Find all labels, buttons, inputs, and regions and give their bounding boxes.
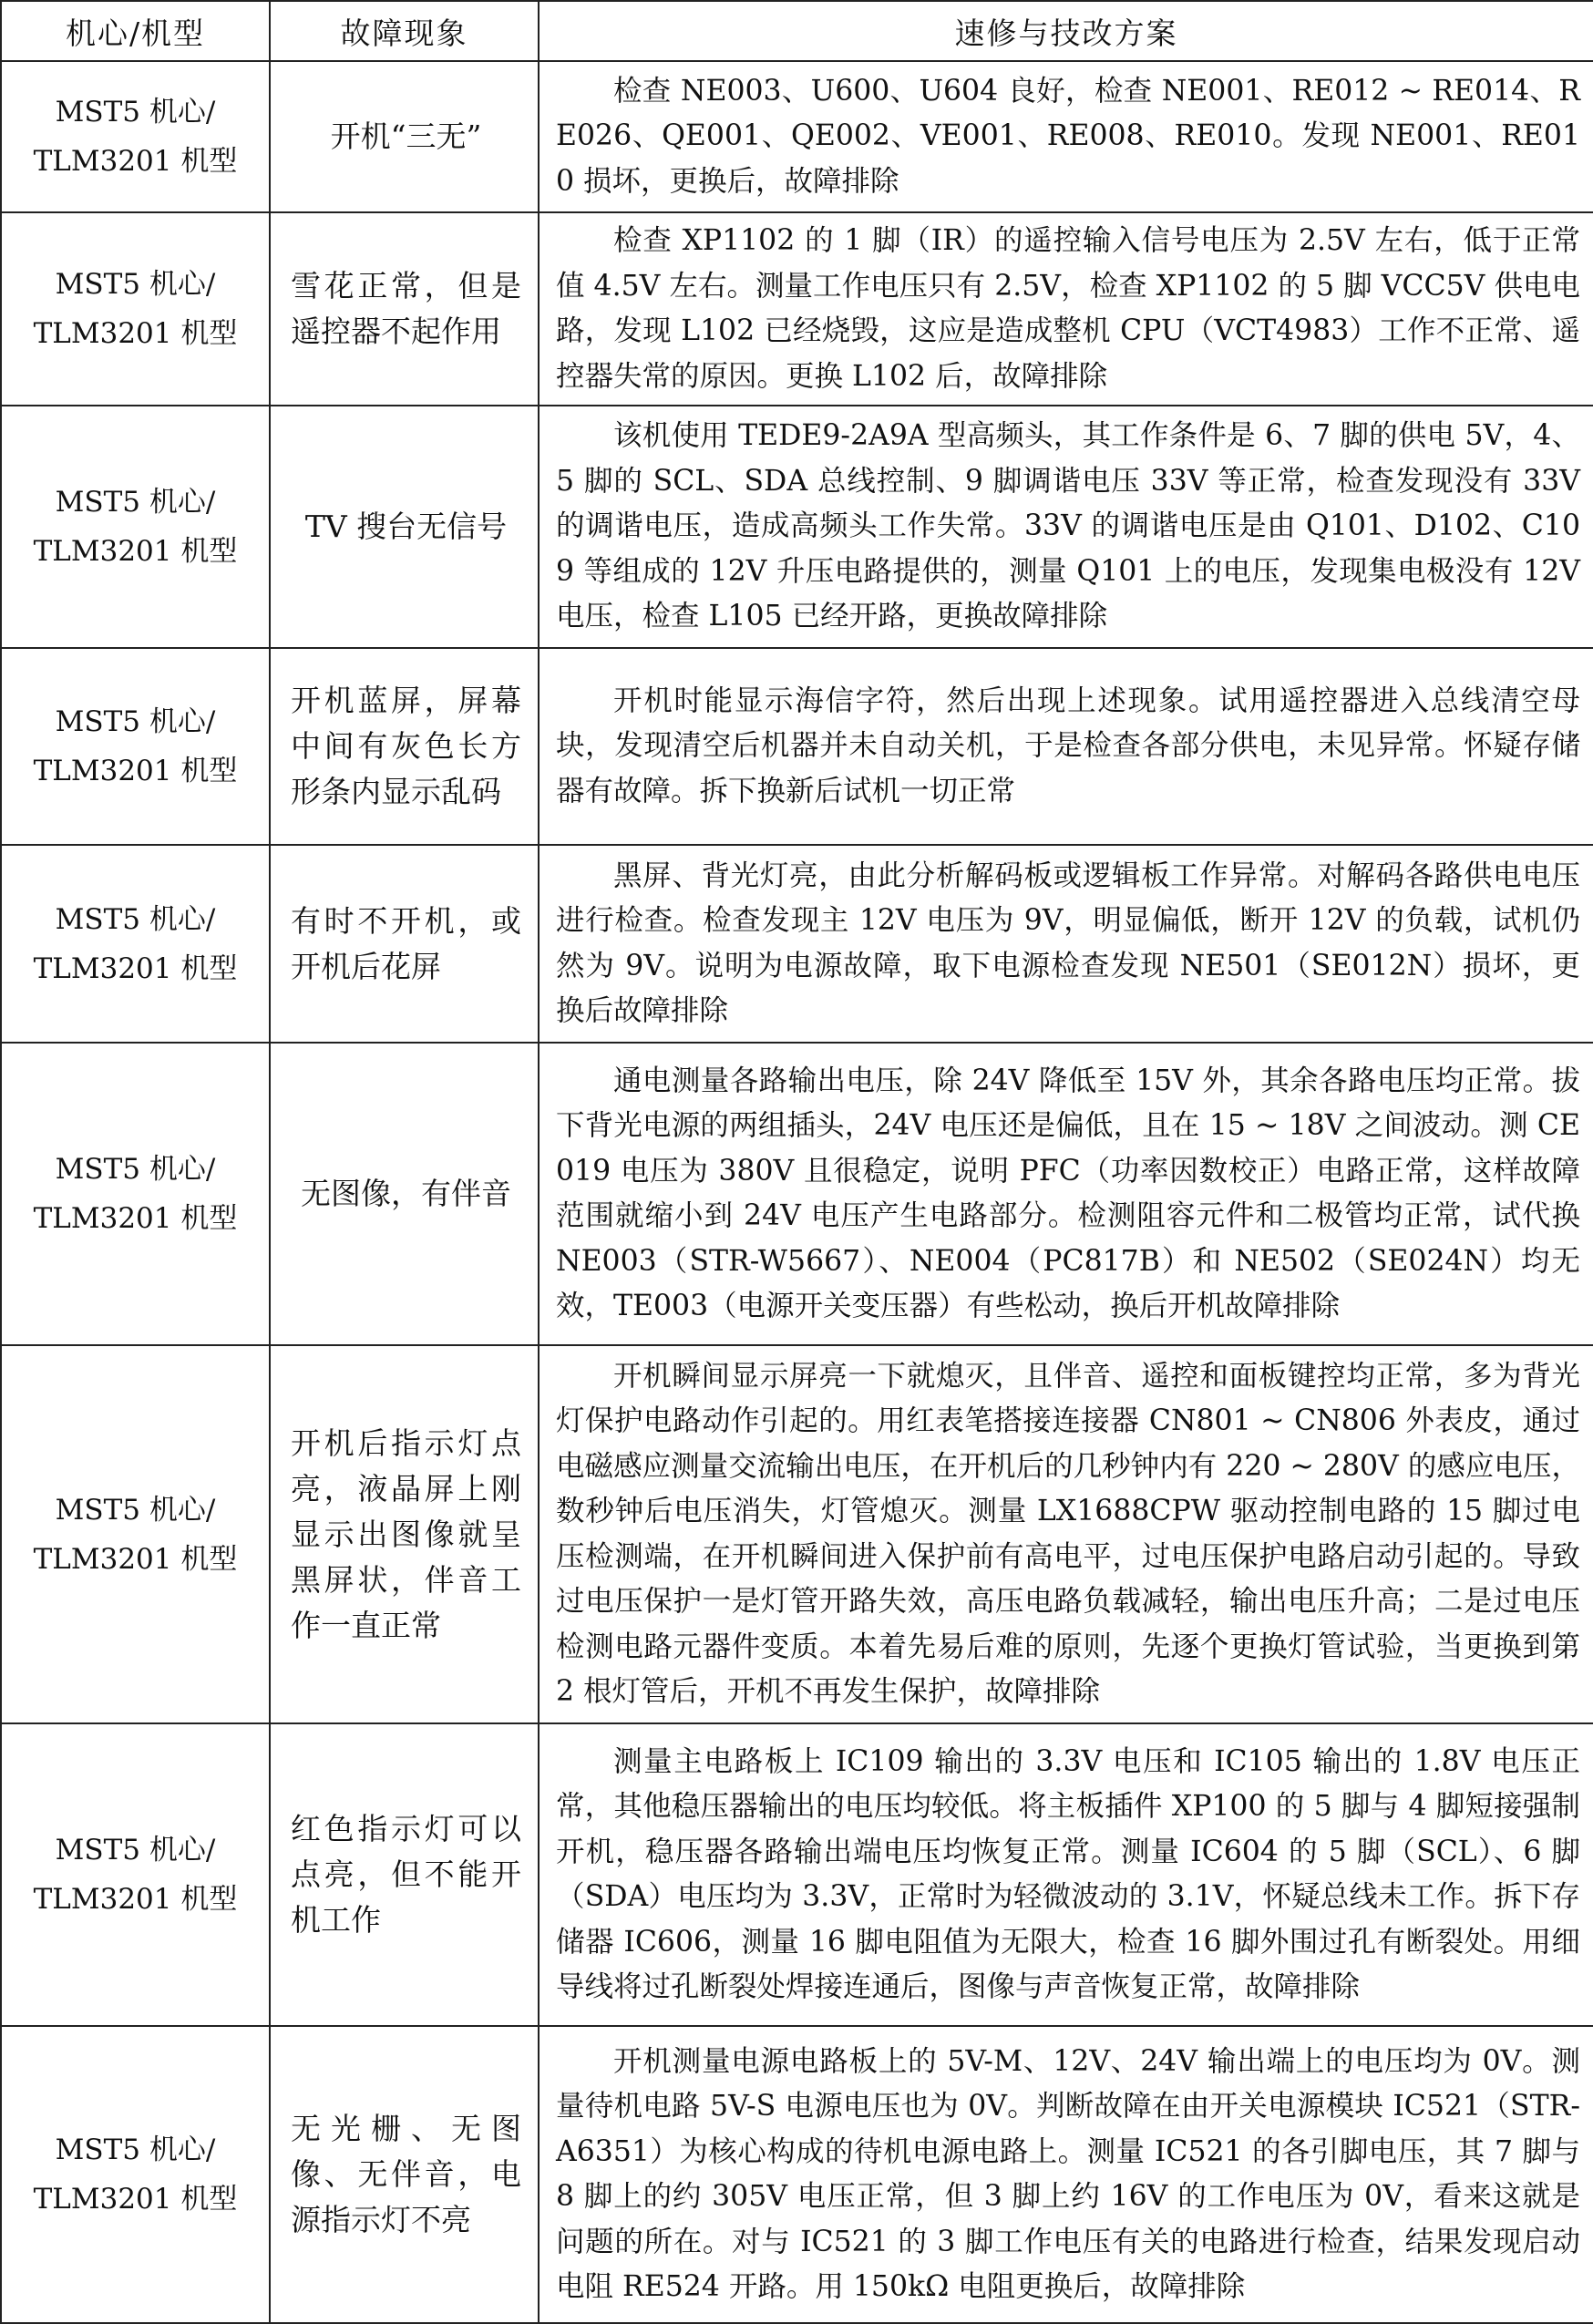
solution-text: 黑屏、背光灯亮，由此分析解码板或逻辑板工作异常。对解码各路供电电压进行检查。检查发现主 12V 电压为 9V，明显偏低，断开 12V 的负载，试机仍然为 9V。说明为电源故障，取下电源检查发现 NE501（SE012N）损坏，更换后故障排除 bbox=[556, 859, 1580, 1027]
model-line: TLM3201 机型 bbox=[33, 1202, 238, 1235]
symptom-cell: 红色指示灯可以点亮，但不能开机工作 bbox=[270, 1723, 539, 2026]
solution-text: 检查 NE003、U600、U604 良好，检查 NE001、RE012 ~ RE014、RE026、QE001、QE002、VE001、RE008、RE010。发现 NE001、RE010 损坏，更换后，故障排除 bbox=[556, 74, 1580, 198]
symptom-cell: 无光栅、无图像、无伴音，电源指示灯不亮 bbox=[270, 2026, 539, 2323]
symptom-cell: 有时不开机，或开机后花屏 bbox=[270, 845, 539, 1043]
solution-text: 通电测量各路输出电压，除 24V 降低至 15V 外，其余各路电压均正常。拔下背光电源的两组插头，24V 电压还是偏低，且在 15 ~ 18V 之间波动。测 CE019 电压为 380V 且很稳定，说明 PFC（功率因数校正）电路正常，这样故障范围就缩小到 24V 电压产生电路部分。检测阻容元件和二极管均正常，试代换 NE003（STR-W5667）、NE004（PC817B）和 NE502（SE024N）均无效，TE003（电源开关变压器）有些松动，换后开机故障排除 bbox=[556, 1064, 1580, 1322]
model-line: MST5 机心/ bbox=[55, 902, 216, 936]
table-row bbox=[1, 1345, 1593, 1723]
model-cell bbox=[1, 212, 270, 406]
model-line: TLM3201 机型 bbox=[33, 951, 238, 985]
model-line: TLM3201 机型 bbox=[33, 755, 238, 787]
table-row bbox=[1, 1043, 1593, 1345]
solution-text: 开机瞬间显示屏亮一下就熄灭，且伴音、遥控和面板键控均正常，多为背光灯保护电路动作引起的。用红表笔搭接连接器 CN801 ~ CN806 外表皮，通过电磁感应测量交流输出电压，在开机后的几秒钟内有 220 ~ 280V 的感应电压，数秒钟后电压消失，灯管熄灭。测量 LX1688CPW 驱动控制电路的 15 脚过电压检测端，在开机瞬间进入保护前有高电平，过电压保护电路启动引起的。导致过电压保护一是灯管开路失效，高压电路负载减轻，输出电压升高；二是过电压检测电路元器件变质。本着先易后难的原则，先逐个更换灯管试验，当更换到第 2 根灯管后，开机不再发生保护，故障排除 bbox=[556, 1359, 1580, 1708]
solution-cell bbox=[539, 1043, 1593, 1345]
model-cell bbox=[1, 1345, 270, 1723]
model-line: TLM3201 机型 bbox=[33, 535, 238, 568]
table-row bbox=[1, 61, 1593, 212]
table-row bbox=[1, 406, 1593, 648]
model-cell bbox=[1, 1723, 270, 2026]
solution-text: 测量主电路板上 IC109 输出的 3.3V 电压和 IC105 输出的 1.8V 电压正常，其他稳压器输出的电压均较低。将主板插件 XP100 的 5 脚与 4 脚短接强制开机，稳压器各路输出端电压均恢复正常。测量 IC604 的 5 脚（SCL）、6 脚（SDA）电压均为 3.3V，正常时为轻微波动的 3.1V，怀疑总线未工作。拆下存储器 IC606，测量 16 脚电阻值为无限大，检查 16 脚外围过孔有断裂处。用细导线将过孔断裂处焊接连通后，图像与声音恢复正常，故障排除 bbox=[556, 1744, 1580, 2003]
solution-cell bbox=[539, 648, 1593, 845]
solution-text: 开机测量电源电路板上的 5V-M、12V、24V 输出端上的电压均为 0V。测量待机电路 5V-S 电源电压也为 0V。判断故障在由开关电源模块 IC521（STR-A6351）为核心构成的待机电源电路上。测量 IC521 的各引脚电压，其 7 脚与 8 脚上的约 305V 电压正常，但 3 脚上约 16V 的工作电压为 0V，看来这就是问题的所在。对与 IC521 的 3 脚工作电压有关的电路进行检查，结果发现启动电阻 RE524 开路。用 150kΩ 电阻更换后，故障排除 bbox=[556, 2044, 1580, 2303]
model-line: MST5 机心/ bbox=[55, 486, 216, 519]
model-cell bbox=[1, 2026, 270, 2323]
model-line: TLM3201 机型 bbox=[33, 1883, 238, 1916]
symptom-cell: 开机“三无” bbox=[270, 61, 539, 212]
model-line: TLM3201 机型 bbox=[33, 317, 238, 350]
symptom-cell: TV 搜台无信号 bbox=[270, 406, 539, 648]
table-row bbox=[1, 845, 1593, 1043]
table-row bbox=[1, 1723, 1593, 2026]
model-line: TLM3201 机型 bbox=[33, 1542, 238, 1576]
model-line: MST5 机心/ bbox=[55, 1834, 216, 1866]
model-line: MST5 机心/ bbox=[55, 96, 216, 129]
model-cell bbox=[1, 845, 270, 1043]
model-line: MST5 机心/ bbox=[55, 1153, 216, 1186]
solution-cell bbox=[539, 2026, 1593, 2323]
model-line: TLM3201 机型 bbox=[33, 145, 238, 178]
solution-cell bbox=[539, 1345, 1593, 1723]
symptom-cell: 开机蓝屏，屏幕中间有灰色长方形条内显示乱码 bbox=[270, 648, 539, 845]
solution-text: 该机使用 TEDE9-2A9A 型高频头，其工作条件是 6、7 脚的供电 5V，4、5 脚的 SCL、SDA 总线控制、9 脚调谐电压 33V 等正常，检查发现没有 33V 的调谐电压，造成高频头工作失常。33V 的调谐电压是由 Q101、D102、C109 等组成的 12V 升压电路提供的，测量 Q101 上的电压，发现集电极没有 12V 电压，检查 L105 已经开路，更换故障排除 bbox=[556, 419, 1580, 633]
model-cell bbox=[1, 406, 270, 648]
solution-text: 开机时能显示海信字符，然后出现上述现象。试用遥控器进入总线清空母块，发现清空后机器并未自动关机，于是检查各部分供电，未见异常。怀疑存储器有故障。拆下换新后试机一切正常 bbox=[556, 684, 1580, 807]
solution-cell bbox=[539, 61, 1593, 212]
model-line: TLM3201 机型 bbox=[33, 2183, 238, 2216]
table-row bbox=[1, 2026, 1593, 2323]
model-cell bbox=[1, 648, 270, 845]
symptom-cell: 无图像，有伴音 bbox=[270, 1043, 539, 1345]
solution-cell bbox=[539, 212, 1593, 406]
model-line: MST5 机心/ bbox=[55, 2134, 216, 2166]
solution-cell bbox=[539, 1723, 1593, 2026]
model-line: MST5 机心/ bbox=[55, 1493, 216, 1527]
symptom-cell: 雪花正常，但是遥控器不起作用 bbox=[270, 212, 539, 406]
table-row bbox=[1, 212, 1593, 406]
solution-cell bbox=[539, 406, 1593, 648]
table-row bbox=[1, 648, 1593, 845]
header-symptom: 故障现象 bbox=[270, 1, 539, 61]
model-cell bbox=[1, 1043, 270, 1345]
solution-text: 检查 XP1102 的 1 脚（IR）的遥控输入信号电压为 2.5V 左右，低于正常值 4.5V 左右。测量工作电压只有 2.5V，检查 XP1102 的 5 脚 VCC5V 供电电路，发现 L102 已经烧毁，这应是造成整机 CPU（VCT4983）工作不正常、遥控器失常的原因。更换 L102 后，故障排除 bbox=[556, 224, 1580, 393]
symptom-cell: 开机后指示灯点亮，液晶屏上刚显示出图像就呈黑屏状，伴音工作一直正常 bbox=[270, 1345, 539, 1723]
header-solution: 速修与技改方案 bbox=[539, 1, 1593, 61]
table-header-row bbox=[1, 1, 1593, 61]
solution-cell bbox=[539, 845, 1593, 1043]
header-model: 机心/机型 bbox=[1, 1, 270, 61]
model-line: MST5 机心/ bbox=[55, 705, 216, 738]
model-cell bbox=[1, 61, 270, 212]
model-line: MST5 机心/ bbox=[55, 268, 216, 301]
